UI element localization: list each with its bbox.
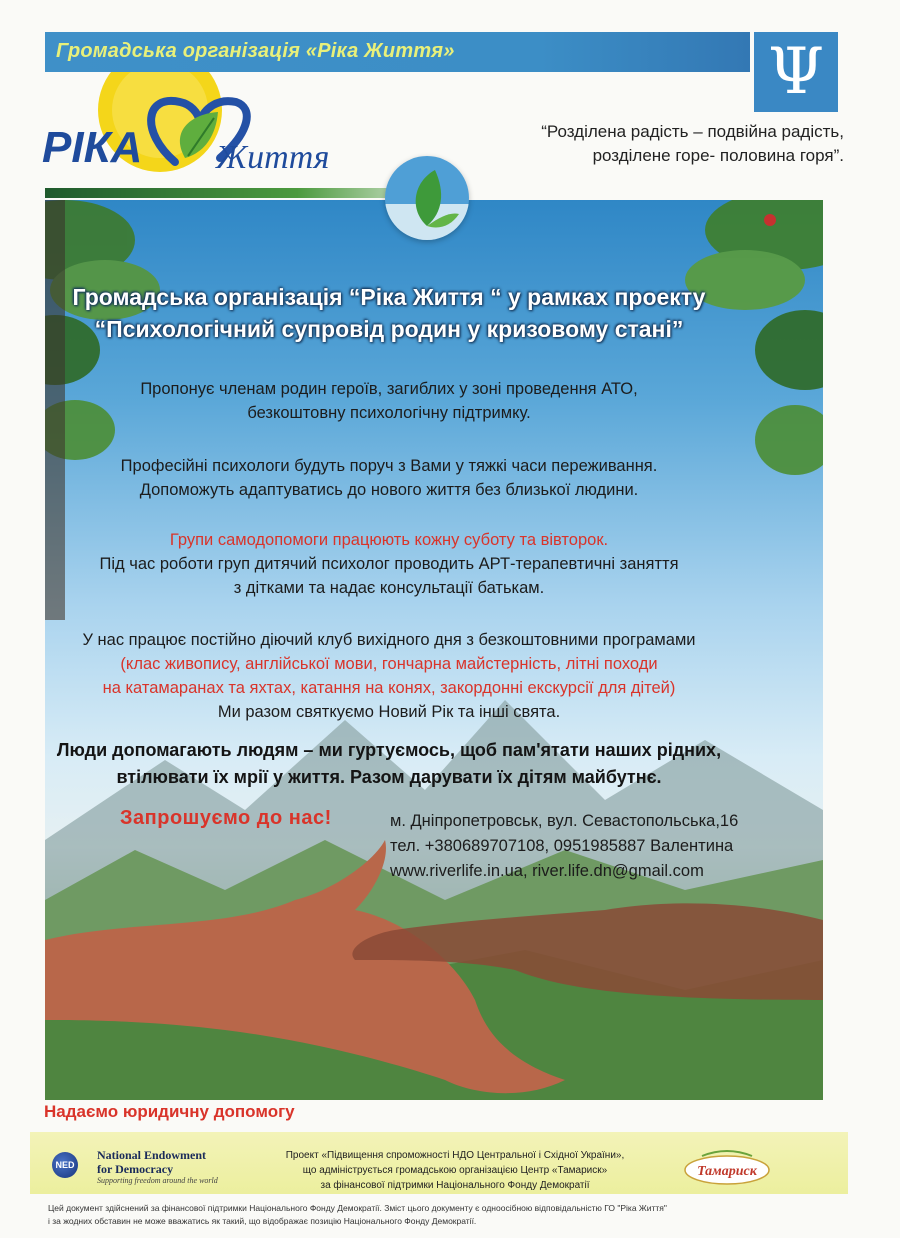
tamarisk-logo [682, 1146, 772, 1186]
quote-line: розділене горе- половина горя”. [592, 146, 844, 165]
phones: тел. +380689707108, 0951985887 Валентина [390, 837, 734, 855]
ned-tagline: Supporting freedom around the world [97, 1176, 218, 1185]
invite-text: Запрошуємо до нас! [120, 807, 332, 829]
logo-word-zhyttia: Життя [216, 139, 330, 176]
holidays-line: Ми разом святкуємо Новий Рік та інші свята. [217, 703, 561, 721]
project-line: Проект «Підвищення спроможності НДО Центральної і Східної України», [285, 1150, 625, 1161]
ned-name-line: for Democracy [97, 1162, 174, 1176]
address: м. Дніпропетровськ, вул. Севастопольська,16 [390, 812, 739, 830]
project-line: за фінансової підтримки Національного Фонду Демократії [320, 1180, 590, 1191]
tamarisk-logo-text: Тамариск [697, 1164, 757, 1179]
groups-schedule: Групи самодопомоги працюють кожну суботу та вівторок. [169, 531, 609, 549]
club-line: У нас працює постійно діючий клуб вихідного дня з безкоштовними програмами [82, 631, 696, 649]
legal-help-text: Надаємо юридичну допомогу [44, 1102, 295, 1121]
leaf-orb-icon [385, 156, 469, 240]
offer-line: Пропонує членам родин героїв, загиблих у зоні проведення АТО, [140, 380, 638, 398]
groups-line: Під час роботи груп дитячий психолог проводить АРТ-терапевтичні заняття [99, 555, 679, 573]
ned-name-line: National Endowment [97, 1148, 207, 1162]
psychologists-line: Професійні психологи будуть поруч з Вами у тяжкі часи переживання. [120, 457, 658, 475]
club-activities: на катамаранах та яхтах, катання на конях, закордонні екскурсії для дітей) [102, 679, 676, 697]
groups-line: з дітками та надає консультації батькам. [233, 579, 545, 597]
disclaimer-line: і за жодних обставин не може вважатись як такий, що відображає позицію Національного Фонду Демократії. [48, 1216, 477, 1226]
project-line: що адмініструється громадською організацією Центр «Тамариск» [302, 1165, 608, 1176]
offer-line: безкоштовну психологічну підтримку. [247, 404, 531, 422]
headline-line1: Громадська організація “Ріка Життя “ у рамках проекту [72, 284, 706, 310]
psychologists-line: Допоможуть адаптуватись до нового життя без близької людини. [139, 481, 639, 499]
psi-logo-icon: Ψ [754, 32, 838, 112]
ned-logo-icon: NED [52, 1152, 78, 1178]
club-activities: (клас живопису, англійської мови, гончарна майстерність, літні походи [120, 655, 658, 673]
slogan-line: втілювати їх мрії у життя. Разом дарувати їх дітям майбутнє. [116, 767, 662, 787]
org-banner-text: Громадська організація «Ріка Життя» [56, 40, 455, 62]
disclaimer-line: Цей документ здійснений за фінансової підтримки Національного Фонду Демократії. Зміст цього документу є одноосібною відповідальністю ГО "Ріка Життя" [48, 1203, 667, 1213]
ladybug-icon [764, 214, 776, 226]
ned-name [97, 1148, 206, 1176]
project-info [270, 1148, 640, 1193]
quote-line: “Розділена радість – подвійна радість, [541, 122, 844, 141]
quote [474, 120, 844, 168]
logo-word-rika: РІКА [42, 123, 143, 172]
headline-line2: “Психологічний супровід родин у кризовому стані” [94, 316, 684, 342]
slogan-line: Люди допомагають людям – ми гуртуємось, щоб пам'ятати наших рідних, [56, 740, 722, 760]
disclaimer [48, 1202, 858, 1228]
web-contacts[interactable]: www.riverlife.in.ua, river.life.dn@gmail.com [390, 862, 704, 880]
rika-zhyttia-logo [40, 72, 380, 192]
